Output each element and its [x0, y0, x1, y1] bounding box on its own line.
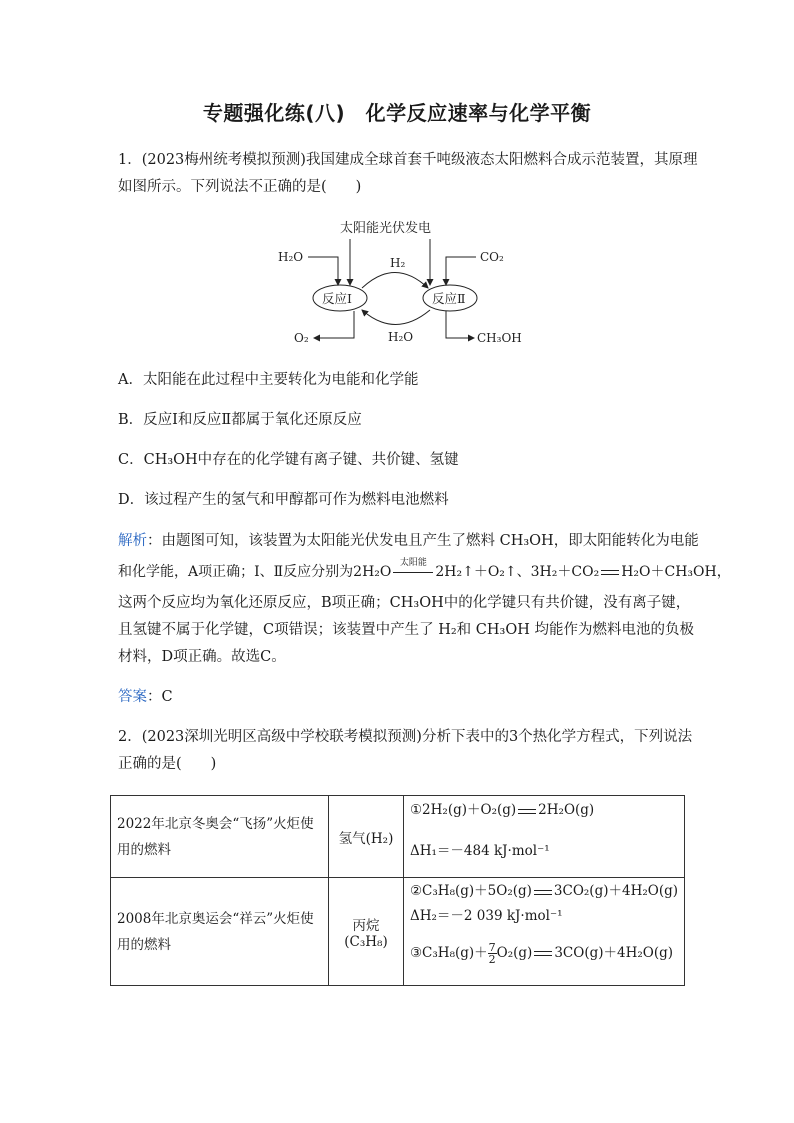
q1-analysis-line2: [118, 558, 731, 582]
table-row: [111, 878, 685, 986]
analysis-text-2c: H₂O＋CH₃OH，: [621, 564, 731, 580]
answer-label: 答案: [118, 689, 147, 705]
q1-analysis-line5: 材料，D项正确。故选C。: [118, 649, 286, 665]
diagram-o2-out: O₂: [294, 331, 309, 345]
fraction: [488, 942, 497, 965]
q1-option-c: C．CH₃OH中存在的化学键有离子键、共价键、氢键: [118, 452, 459, 468]
arrow-h2: [362, 273, 428, 289]
event-line2: 用的燃料: [117, 841, 171, 858]
arrow-h2o-in: [308, 257, 338, 285]
arrow-co2-in: [446, 257, 476, 285]
fuel-cell: 丙烷(C₃H₈): [329, 878, 404, 986]
q1-option-d: D．该过程产生的氢气和甲醇都可作为燃料电池燃料: [118, 492, 449, 508]
event-line1: 2008年北京奥运会“祥云”火炬使: [117, 910, 314, 927]
equals-sign: [516, 801, 538, 821]
thermo-table: [110, 795, 685, 986]
q2-stem-line1: 2．(2023深圳光明区高级中学校联考模拟预测)分析下表中的3个热化学方程式，下列说法: [118, 729, 693, 745]
eq2-left: ②C₃H₈(g)＋5O₂(g): [409, 883, 532, 899]
arrow-o2-out: [314, 311, 354, 338]
fraction-numerator: 7: [488, 940, 496, 954]
equals-sign: [532, 943, 554, 963]
answer-value: ：C: [147, 689, 173, 705]
eq1-right: 2H₂O(g): [538, 802, 595, 818]
equals-sign: [599, 562, 621, 582]
q1-option-a: A．太阳能在此过程中主要转化为电能和化学能: [118, 372, 419, 388]
condition-arrow: [391, 558, 435, 582]
equals-sign: [532, 882, 554, 902]
analysis-label: 解析: [118, 533, 147, 549]
diagram-co2-in: CO₂: [480, 250, 504, 264]
diagram-top-label: 太阳能光伏发电: [340, 221, 432, 236]
event-cell: [111, 878, 329, 986]
eq1-left: ①2H₂(g)＋O₂(g): [409, 802, 517, 818]
q1-option-b: B．反应Ⅰ和反应Ⅱ都属于氧化还原反应: [118, 412, 362, 428]
q1-analysis-line4: 且氢键不属于化学键，C项错误；该装置中产生了 H₂和 CH₃OH 均能作为燃料电池的负极: [118, 622, 694, 638]
delta-h2: ΔH₂＝－2 039 kJ·mol⁻¹: [409, 907, 563, 924]
q1-answer: [118, 687, 173, 707]
equation-2: [410, 881, 678, 902]
diagram-reaction2: 反应Ⅱ: [432, 291, 466, 306]
condition-label: 太阳能: [399, 558, 427, 568]
eq3-oxygen: O₂(g): [496, 944, 533, 961]
diagram-reaction1: 反应Ⅰ: [322, 291, 352, 306]
fuel-cell: 氢气(H₂): [329, 796, 404, 878]
eq2-right: 3CO₂(g)＋4H₂O(g): [553, 883, 678, 899]
event-cell: [111, 796, 329, 878]
diagram-ch3oh-out: CH₃OH: [477, 331, 522, 345]
q1-analysis-line1: [118, 531, 699, 551]
analysis-text-2b: 2H₂↑＋O₂↑、3H₂＋CO₂: [435, 564, 600, 580]
event-line2: 用的燃料: [117, 936, 171, 953]
page-title: 专题强化练(八) 化学反应速率与化学平衡: [202, 101, 592, 125]
q1-stem-line1: 1．(2023梅州统考模拟预测)我国建成全球首套千吨级液态太阳燃料合成示范装置，其原理: [118, 152, 698, 168]
diagram-h2o-back: H₂O: [388, 330, 414, 344]
q2-stem-line2: 正确的是( ): [118, 756, 217, 772]
reaction-diagram: [270, 215, 530, 350]
analysis-text-1: ：由题图可知，该装置为太阳能光伏发电且产生了燃料 CH₃OH，即太阳能转化为电能: [147, 533, 699, 549]
q1-stem-line2: 如图所示。下列说法不正确的是( ): [118, 179, 362, 195]
event-line1: 2022年北京冬奥会“飞扬”火炬使: [117, 815, 314, 832]
fraction-denominator: 2: [488, 952, 496, 966]
equation-cell: [403, 878, 684, 986]
delta-h1: ΔH₁＝－484 kJ·mol⁻¹: [409, 842, 550, 859]
diagram-h2o-in: H₂O: [278, 250, 304, 264]
eq3-right: 3CO(g)＋4H₂O(g): [554, 944, 674, 961]
equation-cell: [403, 796, 684, 878]
table-row: [111, 796, 685, 878]
equation-1: [410, 800, 678, 821]
q1-analysis-line3: 这两个反应均为氧化还原反应，B项正确；CH₃OH中的化学键只有共价键，没有离子键，: [118, 595, 691, 611]
equation-3: [410, 942, 678, 965]
eq3-left: ③C₃H₈(g)＋: [409, 944, 488, 961]
arrow-h2o-back: [362, 310, 430, 325]
arrow-ch3oh-out: [446, 311, 474, 338]
diagram-h2: H₂: [390, 256, 406, 270]
analysis-text-2a: 和化学能，A项正确；Ⅰ、Ⅱ反应分别为2H₂O: [118, 564, 392, 580]
